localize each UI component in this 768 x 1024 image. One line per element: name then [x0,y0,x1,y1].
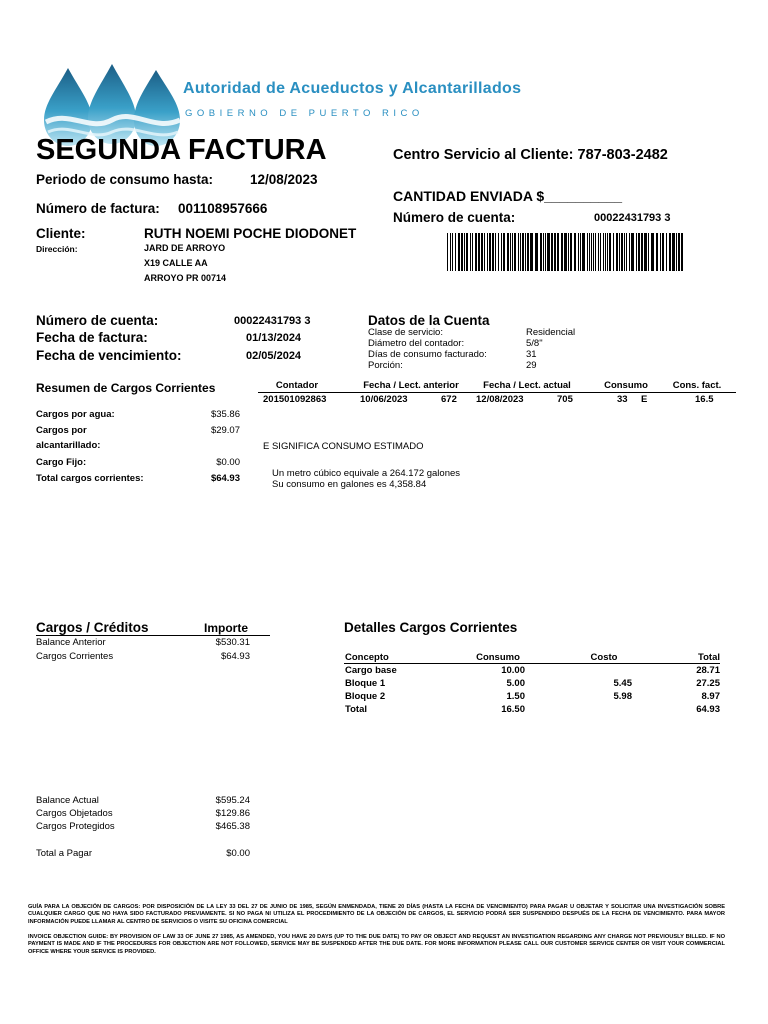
details-cost: 5.45 [613,678,632,689]
client-label: Cliente: [36,226,86,241]
account-value: 00022431793 3 [234,315,311,327]
details-consumption: 16.50 [501,704,525,715]
account-data-row: Porción: [368,360,403,371]
invoice-value: 001108957666 [178,201,268,216]
details-total: 64.93 [696,704,720,715]
total-current-value: $64.93 [210,473,240,484]
fixed-charge-label: Cargo Fijo: [36,457,87,468]
account-data-row: Días de consumo facturado: [368,349,487,360]
credit-item-label: Cargos Corrientes [36,651,114,662]
objection-guide-es: GUÍA PARA LA OBJECIÓN DE CARGOS: POR DISPOSICIÓN DE LA LEY 33 DEL 27 DE JUNIO DE 1985, SEGÚN ENMENDADA, TIENE 20 DÍAS (HASTA LA FECHA DE VENCIMIENTO) PARA PAGAR U OBJETAR Y SOLICITAR UNA INVESTIGACIÓN SOBRE CUALQUIER CARGO QUE NO HAYA SIDO FACTURADO PREVIAMENTE. SI NO PAGA NI UTILIZA EL PROCEDIMIENTO DE LA OBJECIÓN DE CARGOS, EL SERVICIO PODRÁ SER SUSPENDIDO DESPUÉS DE LA FECHA DE VENCIMIENTO. PARA MAYOR INFORMACIÓN PUEDE LLAMAR AL CENTRO DE SERVICIOS O VISITE SU OFICINA COMERCIAL [28,904,725,925]
current-read-value: 705 [557,394,573,405]
details-concept: Cargo base [345,665,397,676]
details-consumption: 10.00 [501,665,525,676]
details-total: 28.71 [696,665,720,676]
summary-title: Resumen de Cargos Corrientes [36,381,216,395]
billed-consumption: 16.5 [695,394,714,405]
details-total: 8.97 [701,691,720,702]
details-header: Costo [590,652,618,663]
details-total: 27.25 [696,678,720,689]
meter-header: Fecha / Lect. anterior [363,380,459,391]
balance-value: $465.38 [215,821,250,832]
previous-read-date: 10/06/2023 [360,394,408,405]
meter-header: Consumo [604,380,648,391]
address-line-2: X19 CALLE AA [144,258,208,268]
balance-label: Cargos Protegidos [36,821,115,832]
credit-item-label: Balance Anterior [36,637,106,648]
client-name: RUTH NOEMI POCHE DIODONET [144,226,357,241]
account-data-row: Diámetro del contador: [368,338,465,349]
account-data-title: Datos de la Cuenta [368,313,490,328]
account-barcode [447,233,685,271]
gallons-note-2: Su consumo en galones es 4,358.84 [272,479,427,490]
previous-read-value: 672 [441,394,457,405]
top-account-label: Número de cuenta: [393,210,516,225]
address-label: Dirección: [36,244,78,254]
invoice-date-label: Fecha de factura: [36,330,148,345]
meter-number: 201501092863 [263,394,327,405]
period-value: 12/08/2023 [250,172,318,187]
meter-header: Cons. fact. [672,380,722,391]
details-cost: 5.98 [613,691,632,702]
meter-header: Contador [275,380,319,391]
details-consumption: 5.00 [506,678,525,689]
details-header: Concepto [345,652,389,663]
document-title: SEGUNDA FACTURA [36,134,327,166]
details-concept: Bloque 1 [345,678,386,689]
total-current-label: Total cargos corrientes: [36,473,144,484]
org-subtitle: GOBIERNO DE PUERTO RICO [185,108,424,119]
total-to-pay-label: Total a Pagar [36,848,92,859]
estimate-note: E SIGNIFICA CONSUMO ESTIMADO [263,441,424,452]
period-label: Periodo de consumo hasta: [36,172,214,187]
meter-header-rule [258,392,736,393]
details-header-rule [344,663,720,664]
balance-label: Balance Actual [36,795,99,806]
credit-item-value: $530.31 [215,637,250,648]
water-charge-value: $35.86 [210,409,240,420]
account-label: Número de cuenta: [36,313,159,328]
credit-item-value: $64.93 [220,651,250,662]
meter-header: Fecha / Lect. actual [483,380,571,391]
credits-header-rule [36,635,270,636]
service-center: Centro Servicio al Cliente: 787-803-2482 [393,147,668,163]
due-date: 02/05/2024 [246,350,302,362]
credits-title: Cargos / Créditos [36,620,149,635]
water-charge-label: Cargos por agua: [36,409,115,420]
objection-guide-en: INVOICE OBJECTION GUIDE: BY PROVISION OF LAW 33 OF JUNE 27 1985, AS AMENDED, YOU HAVE 20 DAYS (UP TO THE DUE DATE) TO PAY OR OBJECT AND REQUEST AN INVESTIGATION REGARDING ANY CHARGE NOT PREVIOUSLY BILLED. IF NO PAYMENT IS MADE AND IF THE PROCEDURES FOR OBJECTION ARE NOT FOLLOWED, SERVICE MAY BE SUSPENDED AFTER THE DUE DATE. FOR MORE INFORMATION PLEASE CALL OUR CUSTOMER SERVICE CENTER OR VISIT YOUR COMMERCIAL OFFICE WHERE YOUR SERVICE IS PROVIDED. [28,934,725,955]
details-title: Detalles Cargos Corrientes [344,620,518,635]
details-concept: Total [345,704,367,715]
gallons-note-1: Un metro cúbico equivale a 264.172 galones [272,468,461,479]
sewer-charge-label-2: alcantarillado: [36,440,101,451]
fixed-charge-value: $0.00 [216,457,240,468]
details-concept: Bloque 2 [345,691,386,702]
details-header: Consumo [476,652,520,663]
current-read-date: 12/08/2023 [476,394,524,405]
account-data-row: 31 [526,349,537,360]
top-account-value: 00022431793 3 [594,212,671,224]
address-line-1: JARD DE ARROYO [144,243,226,253]
account-data-row: 5/8" [526,338,543,349]
balance-label: Cargos Objetados [36,808,113,819]
total-to-pay-value: $0.00 [226,848,250,859]
balance-value: $595.24 [215,795,250,806]
due-date-label: Fecha de vencimiento: [36,348,182,363]
amount-header: Importe [204,621,249,635]
amount-sent-field[interactable]: CANTIDAD ENVIADA $__________ [393,188,623,204]
sewer-charge-label: Cargos por [36,425,87,436]
details-header: Total [698,652,720,663]
account-data-row: Residencial [526,327,576,338]
account-data-row: 29 [526,360,537,371]
balance-value: $129.86 [215,808,250,819]
details-consumption: 1.50 [506,691,525,702]
sewer-charge-value: $29.07 [210,425,240,436]
consumption-value: 33 [617,394,628,405]
estimate-flag: E [641,394,648,405]
invoice-date: 01/13/2024 [246,332,302,344]
org-name: Autoridad de Acueductos y Alcantarillados [183,80,522,97]
invoice-label: Número de factura: [36,201,160,216]
account-data-row: Clase de servicio: [368,327,443,338]
address-line-3: ARROYO PR 00714 [144,273,227,283]
